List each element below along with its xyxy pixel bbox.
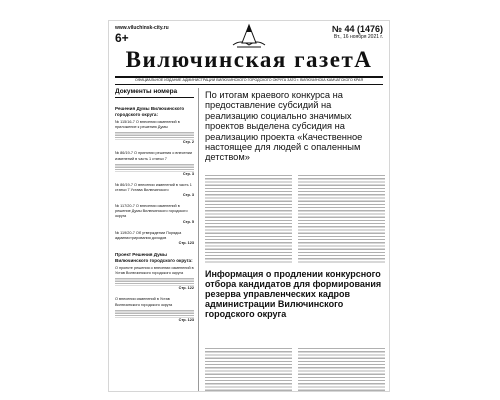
item-page: Стр. 3 (182, 171, 194, 176)
text-column (298, 173, 385, 263)
article-headline[interactable]: Информация о продлении конкурсного отбора кандидатов для формирования резерва управленческих кадров администрации Вилючинского городского округа (205, 269, 382, 320)
item-text: № 117/20-7 О внесении изменений в решение Думы Вилючинского городского округа (115, 204, 188, 219)
issue-number: № 44 (1476) (331, 24, 383, 34)
item-page: Стр. 5 (182, 219, 194, 224)
section-title: Решения Думы Вилючинского городского округа: (115, 106, 185, 117)
text-filler (115, 277, 194, 286)
contents-item[interactable] (115, 204, 194, 225)
site-url[interactable]: www.viluchinsk-city.ru (115, 25, 169, 31)
article-body (205, 173, 385, 263)
item-page: Стр. 122 (178, 286, 194, 291)
contents-item[interactable] (115, 120, 194, 145)
masthead-divider-thin (115, 84, 383, 85)
text-filler (115, 131, 194, 140)
newspaper-subtitle: ОФИЦИАЛЬНОЕ ИЗДАНИЕ АДМИНИСТРАЦИИ ВИЛЮЧИНСКОГО ГОРОДСКОГО ОКРУГА ЗАТО г. ВИЛЮЧИНСКА КАМЧАТСКОГО КРАЯ (134, 78, 364, 82)
item-text: № 86/19-7 О внесении изменений в часть 1 статьи 7 Устава Вилючинского (115, 182, 192, 192)
section-title: Проект Решения Думы Вилючинского городского округа: (115, 252, 193, 263)
item-text: № 115/16-7 О внесении изменений в приложение к решению Думы (115, 120, 180, 130)
item-text: О проекте решения о внесении изменений в Устав Вилючинского городского округа (115, 266, 194, 276)
item-text: О внесении изменений в Устав Вилючинского городского округа (115, 297, 173, 307)
contents-item[interactable] (115, 231, 194, 246)
newspaper-page (108, 20, 390, 392)
town-emblem-icon (231, 23, 267, 49)
text-filler (115, 309, 194, 318)
contents-item[interactable] (115, 151, 194, 176)
item-page: Стр. 2 (182, 140, 194, 145)
text-column (205, 173, 292, 263)
contents-item[interactable] (115, 297, 194, 322)
issue-date: Вт., 16 ноября 2021 г. (333, 34, 383, 40)
item-page: Стр. 123 (178, 240, 194, 245)
item-page: Стр. 123 (178, 317, 194, 322)
issue-info (332, 24, 383, 40)
contents-item[interactable] (115, 183, 194, 198)
item-page: Стр. 3 (182, 193, 194, 197)
item-text: № 119/20-7 Об утверждении Порядка администрирования доходов (115, 230, 182, 240)
text-column (205, 346, 292, 392)
text-column (298, 346, 385, 392)
contents-column (115, 88, 199, 391)
item-text: № 86/19-7 О принятии решения о внесении изменений в часть 1 статьи 7 (115, 151, 192, 161)
contents-heading: Документы номера (115, 88, 194, 98)
newspaper-title: Вилючинская газетА (125, 47, 373, 72)
contents-item[interactable] (115, 266, 194, 291)
age-rating: 6+ (115, 31, 129, 45)
article-body (205, 346, 385, 392)
article-headline[interactable]: По итогам краевого конкурса на предоставление субсидий на реализацию социально значимых проектов выделена субсидия на реализацию проекта «Качественное настоящее для людей с опаленным детством» (205, 90, 363, 163)
text-filler (115, 163, 194, 172)
